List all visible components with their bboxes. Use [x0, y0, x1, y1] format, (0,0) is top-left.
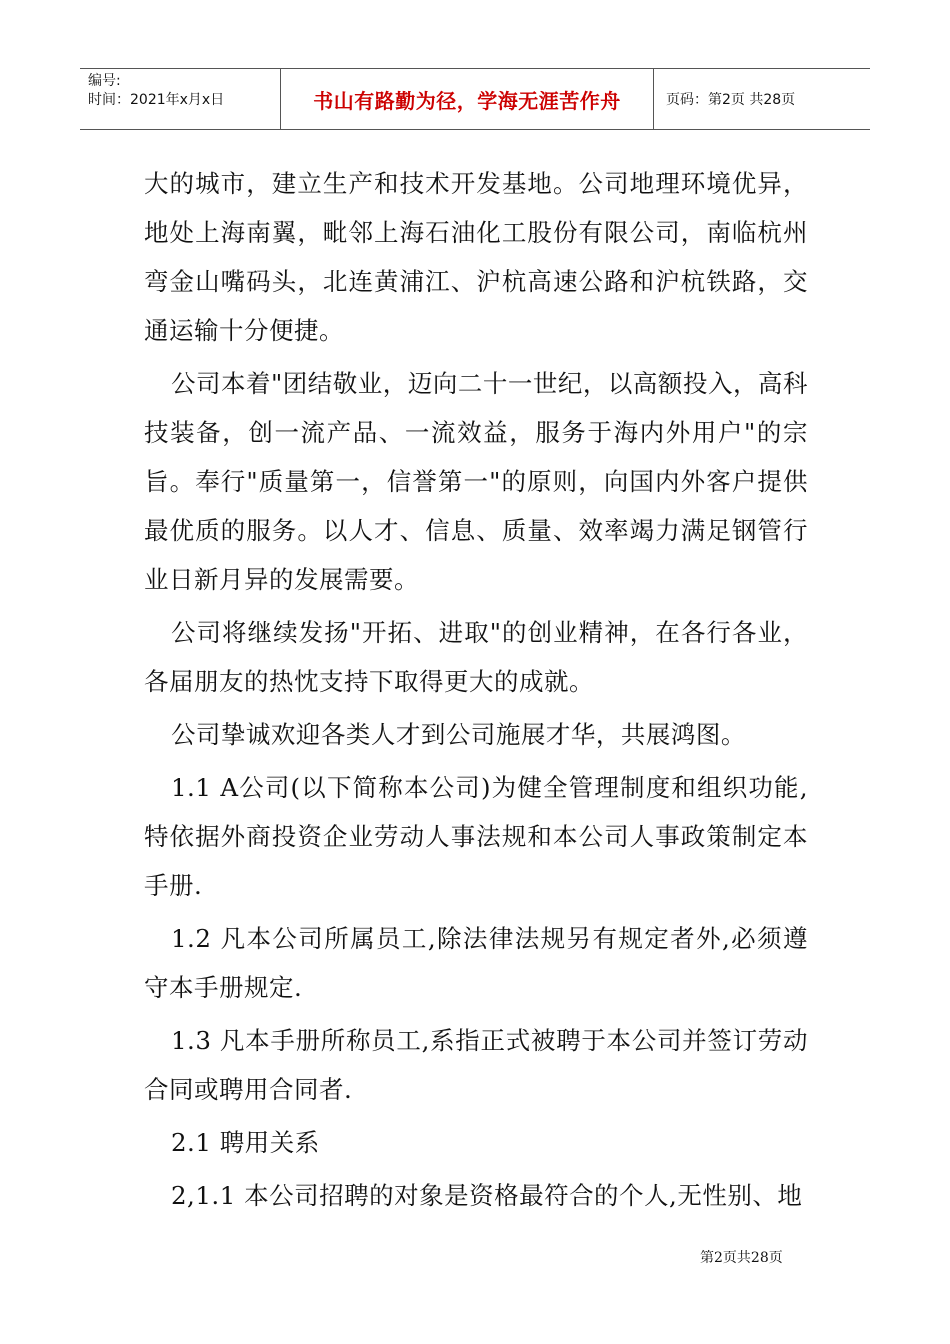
header-info-cell: [80, 69, 281, 129]
page-footer: 第2页共28页: [700, 1250, 783, 1266]
paragraph: 1.2 凡本公司所属员工,除法律法规另有规定者外,必须遵守本手册规定.: [144, 924, 808, 1002]
paragraph: 2,1.1 本公司招聘的对象是资格最符合的个人,无性别、地: [170, 1181, 803, 1210]
document-body: [144, 159, 808, 1220]
paragraph: 公司本着"团结敬业，迈向二十一世纪，以高额投入，高科技装备，创一流产品、一流效益，服务于海内外用户"的宗旨。奉行"质量第一，信誉第一"的原则，向国内外客户提供最优质的服务。以人才、信息、质量、效率竭力满足钢管行业日新月异的发展需要。: [144, 369, 808, 594]
paragraph: 公司挚诚欢迎各类人才到公司施展才华，共展鸿图。: [170, 720, 746, 749]
paragraph-continued: 大的城市，建立生产和技术开发基地。公司地理环境优异，地处上海南翼，毗邻上海石油化工股份有限公司，南临杭州弯金山嘴码头，北连黄浦江、沪杭高速公路和沪杭铁路，交通运输十分便捷。: [144, 169, 808, 345]
header-page-indicator: 页码：第2页 共28页: [666, 92, 796, 108]
document-number-label: 编号:: [88, 73, 121, 89]
paragraph: 1.3 凡本手册所称员工,系指正式被聘于本公司并签订劳动合同或聘用合同者.: [144, 1026, 808, 1104]
paragraph: 1.1 A公司(以下简称本公司)为健全管理制度和组织功能,特依据外商投资企业劳动人事法规和本公司人事政策制定本手册.: [144, 773, 808, 900]
paragraph: 公司将继续发扬"开拓、进取"的创业精神，在各行各业，各届朋友的热忱支持下取得更大的成就。: [144, 618, 808, 696]
page-header: [80, 68, 870, 130]
header-motto: 书山有路勤为径，学海无涯苦作舟: [281, 69, 654, 129]
section-heading: 2.1 聘用关系: [170, 1128, 320, 1157]
document-time-label: 时间：2021年x月x日: [88, 92, 225, 108]
